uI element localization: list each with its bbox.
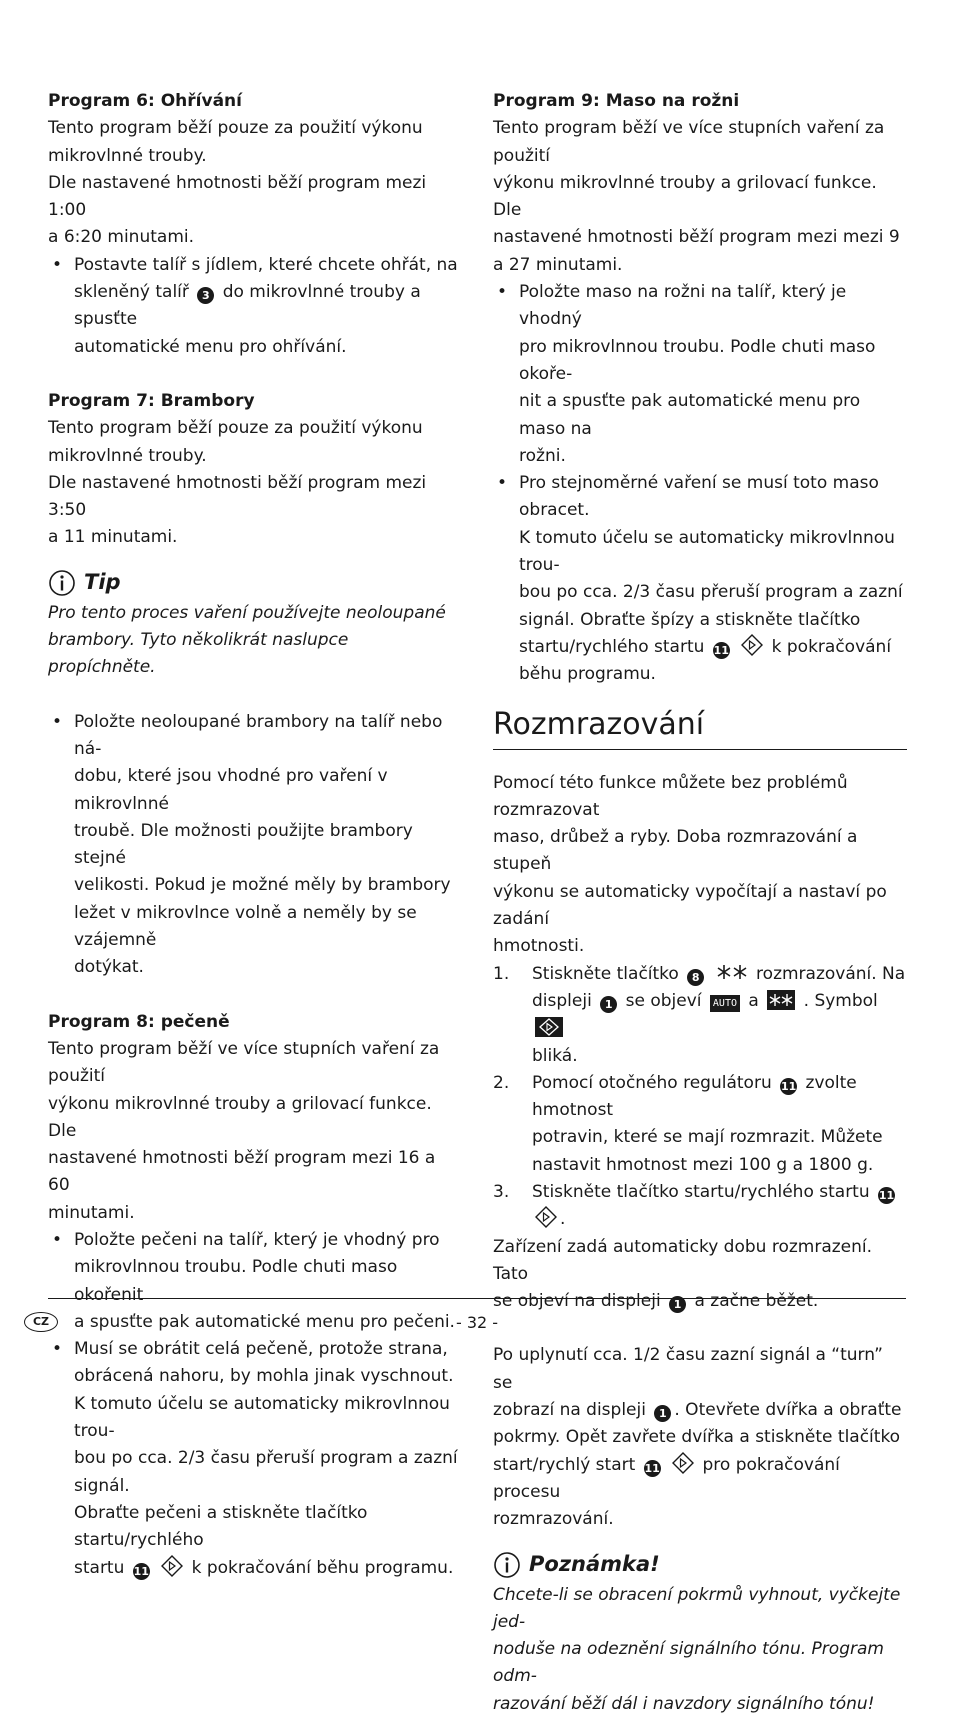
page-number: - 32 -	[455, 1313, 499, 1332]
defrost-heading: Rozmrazování	[493, 705, 907, 750]
tip-heading	[48, 566, 458, 600]
program-8-title: Program 8: pečeně	[48, 1011, 230, 1032]
program-9-title: Program 9: Maso na rožni	[493, 91, 740, 111]
number-1-badge: 1	[600, 996, 617, 1013]
defrost-snowflake-icon	[716, 963, 748, 983]
auto-display-icon: AUTO	[710, 995, 740, 1012]
defrost-after-step3: Zařízení zadá automaticky dobu rozmrazení. Tato se objeví na displeji 1 a začne běžet.	[493, 1236, 873, 1312]
number-11-badge: 11	[713, 643, 729, 657]
note-heading	[493, 1548, 907, 1582]
number-1-badge: 1	[654, 1405, 671, 1422]
tip-text: Pro tento proces vaření používejte neoloupané brambory. Tyto několikrát naslupce propíchněte.	[48, 602, 446, 678]
defrost-steps	[493, 961, 907, 1234]
note-text: Chcete-li se obracení pokrmů vyhnout, vyčkejte jed- noduše na odeznění signálního tónu. Program odm- razování běží dál i navzdory signálního tónu!	[493, 1584, 901, 1714]
program-8-bullets	[48, 1227, 458, 1582]
list-item: 1. Stiskněte tlačítko 8 rozmrazování. Na displeji 1 se objeví AUTO a . Symbol bliká.	[493, 963, 906, 1066]
program-9-text: Tento program běží ve více stupních vaření za použití výkonu mikrovlnné trouby a grilovací funkce. Dle nastavené hmotnosti běží program mezi mezi 9 a 27 minutami.	[493, 118, 900, 275]
program-6-text: Tento program běží pouze za použití výkonu mikrovlnné trouby. Dle nastavené hmotnosti běží program mezi 1:00 a 6:20 minutami.	[48, 118, 427, 248]
defrost-half-time: Po uplynutí cca. 1/2 času zazní signál a “turn” se zobrazí na displeji 1 . Otevřete dvířka a obraťte pokrmy. Opět zavřete dvířka a stiskněte tlačítko start/rychlý start 11 pro pokračování procesu rozmrazování.	[493, 1345, 902, 1530]
defrost-intro: Pomocí této funkce můžete bez problémů rozmrazovat maso, drůbež a ryby. Doba rozmrazování a stupeň výkonu se automaticky vypočítají a nastaví po zadání hmotnosti.	[493, 772, 887, 957]
start-display-icon	[535, 1017, 563, 1037]
program-6-title: Program 6: Ohřívání	[48, 91, 242, 111]
list-item: • Položte neoloupané brambory na talíř nebo ná- dobu, které jsou vhodné pro vaření v mikrovlnné troubě. Dle možnosti použijte brambory stejné velikosti. Pokud je možné měly by brambory ležet v mikrovlnce volně a neměly by se vzájemně dotýkat.	[48, 709, 458, 982]
program-8-text: Tento program běží ve více stupních vaření za použití výkonu mikrovlnné trouby a grilovací funkce. Dle nastavené hmotnosti běží program mezi 16 a 60 minutami.	[48, 1038, 440, 1223]
number-11-badge: 11	[133, 1564, 149, 1578]
program-9-bullets	[493, 279, 907, 688]
start-diamond-icon	[741, 634, 763, 656]
program-7-text: Tento program běží pouze za použití výkonu mikrovlnné trouby. Dle nastavené hmotnosti běží program mezi 3:50 a 11 minutami.	[48, 418, 427, 548]
list-item: 2. Pomocí otočného regulátoru 11 zvolte hmotnost potravin, které se mají rozmrazit. Můžete nastavit hmotnost mezi 100 g a 1800 g.	[493, 1072, 883, 1175]
right-column	[493, 88, 907, 1718]
potato-bullets	[48, 709, 458, 982]
defrost-display-icon	[767, 990, 795, 1010]
program-7-title: Program 7: Brambory	[48, 390, 255, 411]
list-item: • Postavte talíř s jídlem, které chcete ohřát, na skleněný talíř 3 do mikrovlnné trouby a spusťte automatické menu pro ohřívání.	[48, 252, 458, 361]
number-1-badge: 1	[669, 1296, 686, 1313]
tip-label: Tip	[84, 570, 121, 595]
list-item: • Musí se obrátit celá pečeně, protože strana, obrácená nahoru, by mohla jinak vyschnout. K tomuto účelu se automaticky mikrovlnnou trou- bou po cca. 2/3 času přeruší program a zazní signál. Obraťte pečeni a stiskněte tlačítko startu/rychlého startu 11 k pokračování běhu programu.	[48, 1336, 458, 1582]
start-diamond-icon	[535, 1206, 557, 1228]
number-11-badge: 11	[878, 1188, 895, 1202]
start-diamond-icon	[161, 1555, 183, 1577]
country-badge: CZ	[24, 1312, 58, 1332]
number-8-badge: 8	[687, 969, 704, 986]
list-item: 3. Stiskněte tlačítko startu/rychlého startu 11 .	[493, 1181, 895, 1230]
info-icon	[48, 569, 76, 597]
list-item: • Položte pečeni na talíř, který je vhodný pro mikrovlnnou troubu. Podle chuti maso okořenit a spusťte pak automatické menu pro pečeni.	[48, 1227, 458, 1336]
list-item: • Položte maso na rožni na talíř, který je vhodný pro mikrovlnnou troubu. Podle chuti maso okoře- nit a spusťte pak automatické menu pro maso na rožni.	[493, 279, 907, 470]
number-3-badge: 3	[197, 287, 214, 304]
footer-divider	[48, 1298, 906, 1299]
note-label: Poznámka!	[529, 1551, 660, 1576]
start-diamond-icon	[672, 1452, 694, 1474]
number-11-badge: 11	[644, 1461, 660, 1475]
program-6-bullets	[48, 252, 458, 361]
list-item: • Pro stejnoměrné vaření se musí toto maso obracet. K tomuto účelu se automaticky mikrovlnnou trou- bou po cca. 2/3 času přeruší program a zazní signál. Obraťte špízy a stiskněte tlačítko startu/rychlého startu 11 k pokračování běhu programu.	[493, 470, 907, 688]
number-11-badge: 11	[780, 1079, 797, 1093]
info-icon	[493, 1551, 521, 1579]
left-column	[48, 88, 458, 1582]
